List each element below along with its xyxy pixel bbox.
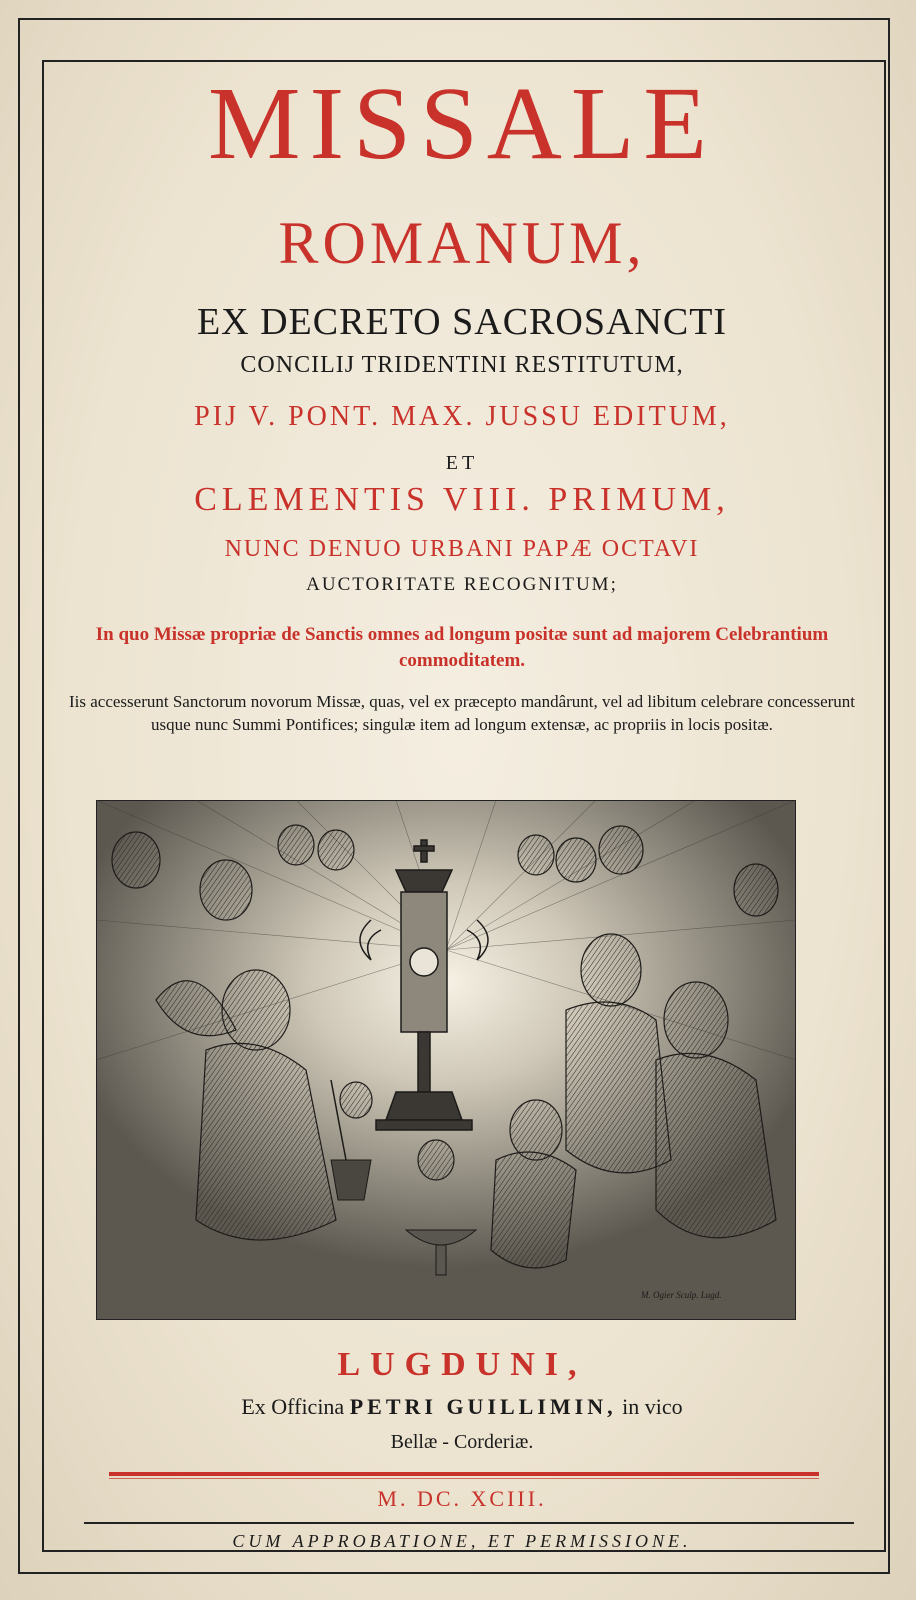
publication-date: M. DC. XCIII. (377, 1486, 547, 1511)
decree-line: EX DECRETO SACROSANCTI (196, 301, 728, 343)
imprint-prefix: Ex Officina (241, 1394, 345, 1419)
et-line: ET (445, 452, 479, 474)
pius-line: PIJ V. PONT. MAX. JUSSU EDITUM, (194, 401, 730, 432)
imprint-suffix: in vico (622, 1394, 683, 1419)
engraving-illustration (96, 800, 796, 1320)
publisher-name: PETRI GUILLIMIN, (349, 1394, 617, 1419)
title-romanum: ROMANUM, (278, 210, 646, 276)
masses-paragraph: In quo Missæ propriæ de Sanctis omnes ad longum positæ sunt ad majorem Celebrantium commoditatem. (95, 624, 829, 671)
red-rule-thin (109, 1478, 819, 1479)
recognitum-line: AUCTORITATE RECOGNITUM; (306, 574, 618, 595)
approbation-line: CUM APPROBATIONE, ET PERMISSIONE. (232, 1531, 692, 1551)
title-content (44, 62, 880, 1551)
additions-paragraph: Iis accesserunt Sanctorum novorum Missæ, quas, vel ex præcepto mandârunt, vel ad libitum celebrare concesserunt usque nunc Summi Pontifices; singulæ item ad longum extensæ, ac propriis in locis positæ. (68, 692, 856, 734)
title-missale: MISSALE (208, 66, 716, 181)
urban-line: NUNC DENUO URBANI PAPÆ OCTAVI (224, 536, 700, 562)
imprint-line (44, 1394, 880, 1420)
street-line: Bellæ - Corderiæ. (390, 1431, 534, 1453)
black-rule (84, 1522, 854, 1524)
council-line: CONCILIJ TRIDENTINI RESTITUTUM, (240, 352, 684, 378)
city-lugduni: LUGDUNI, (337, 1346, 587, 1383)
red-rule (109, 1472, 819, 1476)
engraver-signature: M. Ogier Sculp. Lugd. (641, 1290, 722, 1300)
clement-line: CLEMENTIS VIII. PRIMUM, (194, 481, 730, 518)
